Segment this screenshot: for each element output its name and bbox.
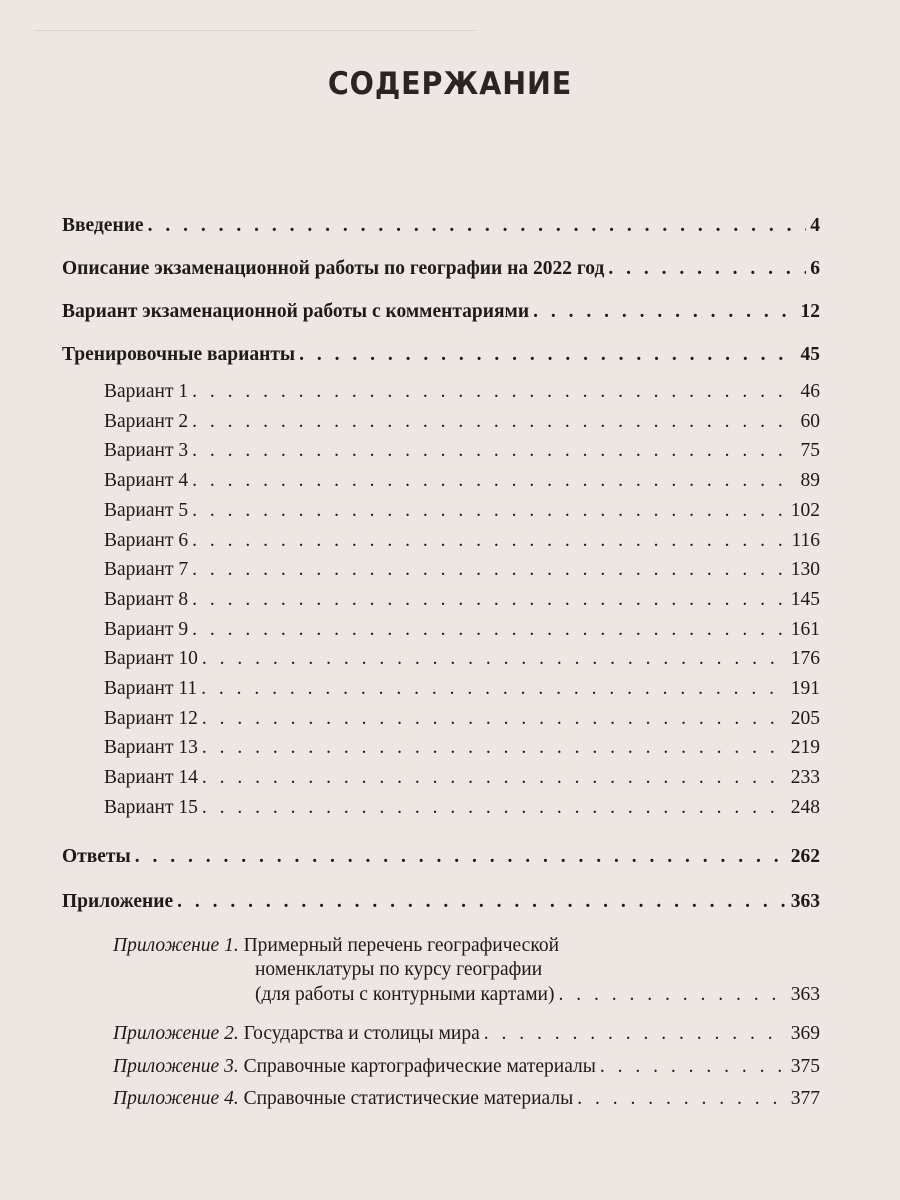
toc-label: Описание экзаменационной работы по географии на 2022 год — [62, 258, 605, 279]
appendix-1-line-3[interactable] — [255, 983, 820, 1007]
dot-leader — [299, 343, 796, 367]
dot-leader — [192, 410, 796, 434]
dot-leader — [135, 845, 787, 869]
appendix-prefix: Приложение 1. — [113, 935, 239, 956]
dot-leader — [533, 300, 796, 324]
toc-page: 116 — [791, 529, 820, 551]
toc-label: Вариант 13 — [104, 737, 198, 759]
toc-label: Ответы — [62, 846, 131, 867]
toc-label: Вариант 4 — [104, 470, 189, 492]
toc-label: Вариант 3 — [104, 440, 189, 462]
toc-label: Вариант 15 — [104, 796, 198, 818]
toc-page: 12 — [800, 301, 820, 322]
toc-entry-variant[interactable] — [104, 766, 820, 790]
toc-page: 161 — [790, 618, 820, 640]
toc-entry-answers[interactable] — [62, 845, 820, 869]
toc-entry-variant[interactable] — [104, 677, 820, 701]
dot-leader — [202, 796, 787, 820]
toc-page: 89 — [800, 470, 820, 492]
appendix-prefix: Приложение 3. — [113, 1056, 239, 1077]
toc-label: Справочные картографические материалы — [243, 1056, 596, 1077]
toc-page: 377 — [790, 1088, 820, 1109]
toc-page: 130 — [790, 559, 820, 581]
toc-entry-variant[interactable] — [104, 588, 820, 612]
toc-page: 363 — [790, 891, 820, 912]
toc-entry-variant[interactable] — [104, 736, 820, 760]
toc-page: 60 — [800, 410, 820, 432]
toc-entry[interactable] — [62, 257, 820, 281]
dot-leader — [177, 890, 787, 914]
toc-label: Примерный перечень географической — [243, 935, 560, 956]
toc-label: Вариант 1 — [104, 381, 189, 402]
dot-leader — [192, 618, 787, 642]
toc-page: 102 — [790, 499, 820, 521]
toc-entry-appendix[interactable] — [62, 890, 820, 914]
toc-page: 191 — [790, 678, 820, 699]
toc-page: 6 — [810, 258, 820, 279]
toc-entry-appendix-2[interactable] — [113, 1022, 820, 1046]
toc-entry-variant[interactable] — [104, 439, 820, 463]
toc-entry-variant[interactable] — [104, 558, 820, 582]
dot-leader — [202, 766, 787, 790]
toc-entry-variant[interactable] — [104, 380, 820, 404]
toc-entry-variant[interactable] — [104, 469, 820, 493]
toc-page: 176 — [790, 648, 820, 670]
toc-label: Приложение — [62, 891, 174, 912]
toc-page: 46 — [800, 381, 820, 402]
appendix-1-line-1[interactable] — [113, 934, 559, 958]
toc-entry-appendix-4[interactable] — [113, 1087, 820, 1111]
toc-entry-variant[interactable] — [104, 707, 820, 731]
toc-label: Вариант 12 — [104, 707, 198, 729]
toc-page: 4 — [810, 215, 820, 236]
dot-leader — [192, 469, 796, 493]
page-title: СОДЕРЖАНИЕ — [327, 66, 573, 102]
toc-label: Вариант экзаменационной работы с комментариями — [62, 301, 530, 322]
toc-page: 262 — [790, 846, 820, 867]
toc-page: 75 — [800, 440, 820, 462]
dot-leader — [202, 707, 787, 731]
toc-label: Вариант 11 — [104, 678, 198, 699]
dot-leader — [148, 214, 807, 238]
toc-page: 375 — [790, 1056, 820, 1077]
toc-label: (для работы с контурными картами) — [255, 984, 555, 1005]
toc-label: Вариант 14 — [104, 767, 198, 789]
dot-leader — [558, 983, 786, 1007]
toc-label: Тренировочные варианты — [62, 344, 296, 365]
toc-entry-variant[interactable] — [104, 618, 820, 642]
toc-page: 233 — [790, 767, 820, 789]
toc-entry[interactable] — [62, 343, 820, 367]
toc-page: 145 — [790, 588, 820, 610]
toc-label: Вариант 8 — [104, 588, 189, 610]
dot-leader — [201, 677, 787, 701]
toc-entry-variant[interactable] — [104, 499, 820, 523]
appendix-1-line-2: номенклатуры по курсу географии — [255, 959, 543, 980]
toc-entry-variant[interactable] — [104, 796, 820, 820]
toc-entry-appendix-3[interactable] — [113, 1055, 820, 1079]
toc-label: Вариант 10 — [104, 648, 198, 670]
appendix-prefix: Приложение 2. — [113, 1023, 239, 1044]
toc-entry-variant[interactable] — [104, 410, 820, 434]
dot-leader — [577, 1087, 787, 1111]
dot-leader — [192, 529, 787, 553]
dot-leader — [484, 1022, 787, 1046]
toc-entry-variant[interactable] — [104, 647, 820, 671]
toc-label: Вариант 6 — [104, 529, 189, 551]
dot-leader — [192, 380, 796, 404]
dot-leader — [202, 647, 787, 671]
appendix-prefix: Приложение 4. — [113, 1088, 239, 1109]
dot-leader — [192, 499, 787, 523]
toc-page: 45 — [800, 344, 820, 365]
toc-page: 363 — [790, 984, 820, 1005]
dot-leader — [600, 1055, 787, 1079]
toc-page: 369 — [790, 1023, 820, 1044]
toc-label: Государства и столицы мира — [243, 1023, 480, 1044]
toc-label: Введение — [62, 215, 144, 236]
toc-page: 205 — [790, 707, 820, 729]
toc-page: 219 — [790, 737, 820, 759]
toc-label: Вариант 2 — [104, 410, 189, 432]
dot-leader — [608, 257, 806, 281]
toc-label: Вариант 7 — [104, 559, 189, 581]
toc-entry[interactable] — [62, 300, 820, 324]
running-header-rule — [35, 30, 475, 31]
dot-leader — [192, 588, 787, 612]
toc-label: Справочные статистические материалы — [243, 1088, 574, 1109]
toc-label: Вариант 9 — [104, 618, 189, 640]
toc-entry-variant[interactable] — [104, 529, 820, 553]
toc-entry[interactable] — [62, 214, 820, 238]
dot-leader — [202, 736, 787, 760]
dot-leader — [192, 439, 796, 463]
toc-label: Вариант 5 — [104, 499, 189, 521]
dot-leader — [192, 558, 787, 582]
toc-page: 248 — [790, 796, 820, 818]
